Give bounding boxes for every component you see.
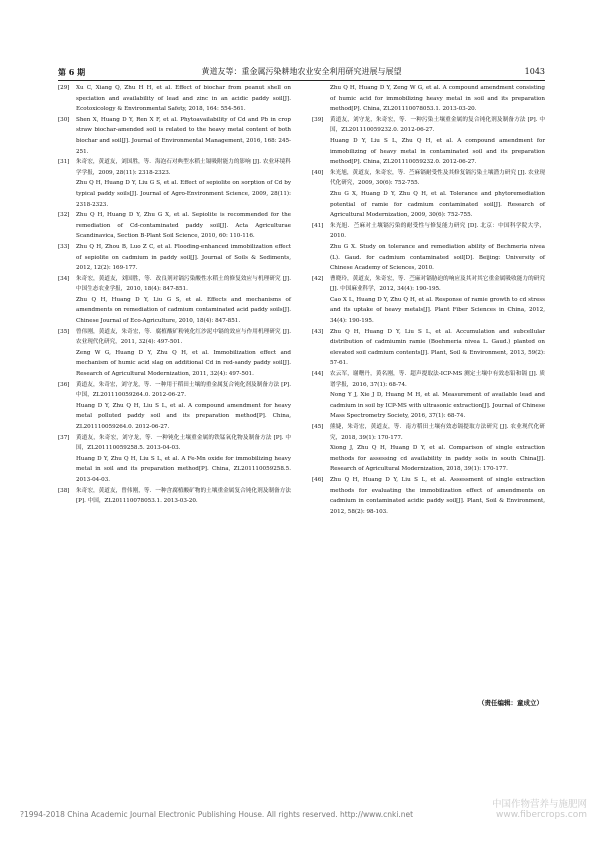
reference-text bbox=[330, 168, 545, 221]
reference-entry bbox=[312, 327, 545, 369]
reference-number: [41] bbox=[312, 222, 324, 229]
reference-text bbox=[330, 369, 545, 422]
reference-entry bbox=[58, 486, 291, 507]
reference-number: [29] bbox=[58, 85, 70, 91]
reference-number: [46] bbox=[312, 476, 324, 483]
reference-line: Zhu Q H, Huang D Y, Liu S L, et al. Accumulation and subcellular distribution of cadmiumin ramie (Boehmeria nivea L. Gaud.) planted on elevated soil cadmium contents[J]. Plant, Soil & Environment, 2013, 59(2): 57-61. bbox=[330, 328, 545, 367]
reference-entry bbox=[58, 327, 291, 380]
reference-text bbox=[76, 433, 291, 486]
reference-number: [40] bbox=[312, 169, 324, 176]
reference-line: Huang D Y, Liu S L, Zhu Q H, et al. A compound amendment for immobilizing of heavy metal in contaminated soil and its preparation method[P]. China, ZL201110059232.0. 2012-06-27. bbox=[330, 137, 545, 166]
reference-text bbox=[76, 115, 291, 157]
reference-entry bbox=[58, 274, 291, 327]
reference-text bbox=[76, 242, 291, 274]
reference-number: [35] bbox=[58, 328, 70, 335]
reference-entry bbox=[58, 433, 291, 486]
page-number: 1043 bbox=[524, 67, 545, 76]
reference-number: [38] bbox=[58, 487, 70, 494]
reference-text bbox=[330, 115, 545, 168]
reference-line: 熊婕，朱奇宏，黄道友，等．南方稻田土壤有效态镉提取方法研究 [J]. 农业现代化研究，2018, 39(1): 170-177. bbox=[330, 424, 545, 441]
reference-entry bbox=[312, 422, 545, 475]
reference-line: 朱光旭．苎麻对土壤镉污染的耐受性与修复能力研究 [D]. 北京：中国科学院大学，2010. bbox=[330, 222, 545, 240]
editor-note: （责任编辑：童成立） bbox=[478, 699, 543, 707]
reference-line: Zeng W G, Huang D Y, Zhu Q H, et al. Immobilization effect and mechanism of humic acid slag on additional Cd in red-sandy paddy soil[J]. Research of Agricultural Modernization, 2011, 32(4): 497-501. bbox=[76, 349, 291, 378]
watermark-line1: 中国作物营养与施肥网 bbox=[491, 799, 587, 810]
reference-line: Zhu Q H, Huang D Y, Liu S L, et al. Assessment of single extraction methods for evaluating the immobilization effect of amendments on cadmium in contaminated acidic paddy soil[J]. Plant, Soil & Environment, 2012, 58(2): 98-103. bbox=[330, 476, 545, 515]
reference-line: Zhu Q H, Zhou B, Luo Z C, et al. Flooding-enhanced immobilization effect of sepiolite on cadmium in paddy soil[J]. Journal of Soils & Sediments, 2012, 12(2): 169-177. bbox=[76, 243, 291, 272]
reference-entry bbox=[312, 274, 545, 327]
copyright-footer: ?1994-2018 China Academic Journal Electronic Publishing House. All rights reserved. http://www.cnki.net bbox=[20, 810, 414, 819]
reference-line: 曹晓玲，黄道友，朱奇宏，等．苎麻对镉胁迫的响应及其对其它重金属吸收能力的研究 [J]. 中国麻业科学，2012, 34(4): 190-195. bbox=[330, 275, 545, 293]
reference-line: Zhu Q H, Huang D Y, Zeng W G, et al. A compound amendment consisting of humic acid for immobilizing heavy metal in soil and its preparation method[P]. China, ZL201110078053.1. 2013-03-20. bbox=[330, 85, 545, 113]
reference-line: Zhu G X, Huang D Y, Zhu Q H, et al. Tolerance and phytoremediation potential of ramie for cadmium contaminated soil[J]. Research of Agricultural Modernization, 2009, 30(6): 752-755. bbox=[330, 190, 545, 219]
reference-entry bbox=[58, 115, 291, 157]
reference-line: Zhu Q H, Huang D Y, Liu G S, et al. Effects and mechanisms of amendments on remediation of cadmium contaminated acid paddy soils[J]. Chinese Journal of Eco-Agriculture, 2010, 18(4): 847-851. bbox=[76, 296, 291, 325]
watermark-line2: www.fibercrops.com bbox=[496, 810, 587, 820]
reference-text bbox=[76, 210, 291, 242]
reference-line: Cao X L, Huang D Y, Zhu Q H, et al. Response of ramie growth to cd stress and its uptake of heavy metals[J]. Plant Fiber Sciences in China, 2012, 34(4): 190-195. bbox=[330, 296, 545, 325]
reference-line: 朱奇宏，黄道友，曾伟刚，等．一种含腐植酸矿物的土壤重金属复合钝化剂及制备方法 [P]. 中国，ZL201110078053.1. 2013-03-20. bbox=[76, 487, 291, 505]
reference-number: [42] bbox=[312, 275, 324, 282]
issue-number: 第 6 期 bbox=[58, 67, 86, 77]
reference-number: [43] bbox=[312, 328, 324, 335]
reference-text bbox=[76, 327, 291, 380]
reference-number: [36] bbox=[58, 381, 70, 388]
reference-line: 黄道友，刘守龙，朱奇宏，等．一种污染土壤重金属的复合钝化剂及制备方法 [P]. 中国，ZL201110059232.0. 2012-06-27. bbox=[330, 116, 545, 134]
references-left-column bbox=[58, 83, 291, 507]
reference-text bbox=[330, 274, 545, 327]
reference-line: Zhu G X. Study on tolerance and remediation ability of Bechmeria nivea (L). Gaud. for cadmium contaminated soil[D]. Beijing: University of Chinese Academy of Sciences, 2010. bbox=[330, 243, 545, 272]
reference-number: [39] bbox=[312, 116, 324, 123]
reference-number: [34] bbox=[58, 275, 70, 282]
header-rule bbox=[58, 80, 545, 81]
reference-text bbox=[76, 380, 291, 433]
references-right-column bbox=[312, 83, 545, 517]
reference-line: 朱奇宏，黄道友，刘国胜，等．海泡石对典型水稻土镉吸附能力的影响 [J]. 农业环境科学学报，2009, 28(11): 2318-2323. bbox=[76, 159, 291, 176]
reference-line: Xiong J, Zhu Q H, Huang D Y, et al. Comparison of single extraction methods for assessing cd availability in paddy soils in south China[J]. Research of Agricultural Modernization, 2018, 39(1): 170-177. bbox=[330, 445, 545, 473]
reference-entry bbox=[58, 242, 291, 274]
reference-line: 黄道友，朱奇宏，刘守龙，等．一种钝化土壤重金属的铁锰氧化物及制备方法 [P]. 中国，ZL201110059258.5. 2013-04-03. bbox=[76, 434, 291, 452]
running-header bbox=[58, 65, 545, 79]
reference-number: [37] bbox=[58, 434, 70, 441]
reference-line: 朱光旭，黄道友，朱奇宏，等．苎麻镉耐受性及其修复镉污染土壤潜力研究 [J]. 农业现代化研究，2009, 30(6): 752-755. bbox=[330, 169, 545, 187]
reference-entry bbox=[312, 168, 545, 221]
running-title: 黄道友等：重金属污染耕地农业安全利用研究进展与展望 bbox=[201, 67, 402, 76]
reference-line: Shen X, Huang D Y, Ren X F, et al. Phytoavailability of Cd and Pb in crop straw biochar-amended soil is related to the heavy metal content of both biochar and soil[J]. Journal of Environmental Management, 2016, 168: 245-251. bbox=[76, 116, 291, 155]
reference-text bbox=[76, 274, 291, 327]
reference-entry bbox=[312, 475, 545, 517]
reference-text bbox=[330, 327, 545, 369]
reference-entry bbox=[58, 83, 291, 115]
reference-text bbox=[76, 157, 291, 210]
reference-text bbox=[330, 83, 545, 115]
reference-number: [44] bbox=[312, 371, 324, 378]
reference-line: Nong Y J, Xie J D, Huang M H, et al. Measurement of available lead and cadmium in soil by ICP-MS with ultrasonic extraction[J]. Journal of Chinese Mass Spectrometry Society, 2016, 37(1): 68-74. bbox=[330, 392, 545, 420]
reference-text bbox=[330, 475, 545, 517]
reference-entry bbox=[312, 369, 545, 422]
reference-text bbox=[330, 422, 545, 475]
reference-text bbox=[76, 486, 291, 507]
reference-entry bbox=[312, 221, 545, 274]
reference-number: [33] bbox=[58, 243, 70, 250]
reference-line: Zhu Q H, Huang D Y, Zhu G X, et al. Sepiolite is recommended for the remediation of Cd-contaminated paddy soil[J]. Acta Agriculturae Scandinavica, Section B-Plant Soil Science, 2010, 60: 110-116. bbox=[76, 212, 291, 240]
reference-line: 黄道友，朱奇宏，刘守龙，等．一种用于稻田土壤的重金属复合钝化剂及制备方法 [P]. 中国，ZL201110059264.0. 2012-06-27. bbox=[76, 381, 291, 399]
reference-entry bbox=[58, 210, 291, 242]
reference-entry bbox=[312, 83, 545, 115]
reference-entry bbox=[58, 380, 291, 433]
reference-line: Xu C, Xiang Q, Zhu H H, et al. Effect of biochar from peanut shell on speciation and availability of lead and zinc in an acidic paddy soil[J]. Ecotoxicology & Environmental Safety, 2018, 164: 554-561. bbox=[76, 85, 291, 113]
reference-number: [31] bbox=[58, 159, 70, 166]
reference-number: [32] bbox=[58, 212, 70, 219]
reference-entry bbox=[312, 115, 545, 168]
reference-line: Zhu Q H, Huang D Y, Liu G S, et al. Effect of sepiolite on sorption of Cd by typical paddy soils[J]. Journal of Agro-Environment Science, 2009, 28(11): 2318-2323. bbox=[76, 180, 291, 208]
reference-line: 农云军，谢曙丹，黄名刚，等．超声提取法-ICP-MS 测定土壤中有效态铅和镉 [J]. 质谱学报，2016, 37(1): 68-74. bbox=[330, 371, 545, 388]
reference-number: [30] bbox=[58, 116, 70, 123]
reference-text bbox=[76, 83, 291, 115]
watermark bbox=[492, 800, 587, 820]
reference-text bbox=[330, 221, 545, 274]
reference-number: [45] bbox=[312, 424, 324, 430]
reference-line: Huang D Y, Zhu Q H, Liu S L, et al. A compound amendment for heavy metal polluted paddy soil and its preparation method[P]. China, ZL201110059264.0. 2012-06-27. bbox=[76, 402, 291, 430]
reference-line: 曾伟刚，黄道友，朱奇宏，等．腐植酸矿粉钝化红沙泥中镉的效应与作用机理研究 [J]. 农业现代化研究，2011, 32(4): 497-501. bbox=[76, 328, 291, 346]
reference-line: Huang D Y, Zhu Q H, Liu S L, et al. A Fe-Mn oxide for immobilizing heavy metal in soil and its preparation method[P]. China, ZL201110059258.5. 2013-04-03. bbox=[76, 455, 291, 483]
reference-entry bbox=[58, 157, 291, 210]
reference-line: 朱奇宏，黄道友，刘国胜，等．改良剂对镉污染酸性水稻土的修复效应与机理研究 [J]. 中国生态农业学报，2010, 18(4): 847-851. bbox=[76, 275, 291, 293]
